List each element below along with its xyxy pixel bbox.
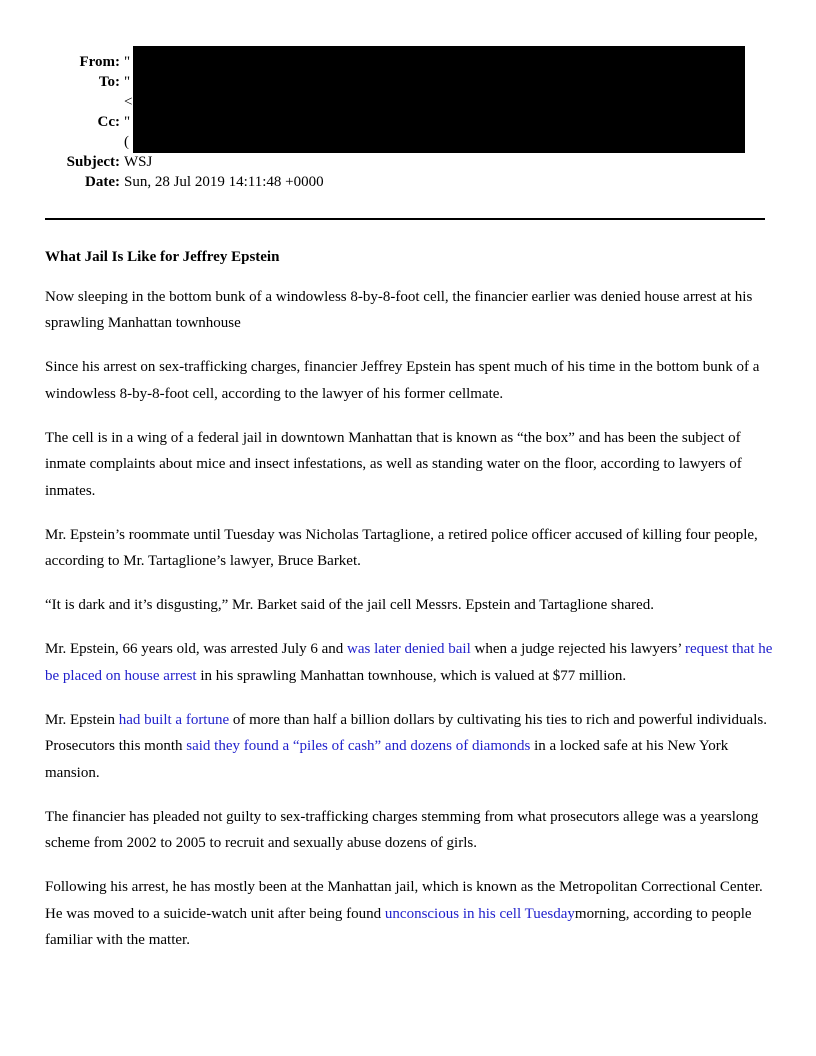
paragraph: Since his arrest on sex-trafficking charges, financier Jeffrey Epstein has spent much of his time in the bottom bunk of a windowless 8-by-8-foot cell, according to the lawyer of his former cellmate.: [45, 359, 760, 402]
article-title: What Jail Is Like for Jeffrey Epstein: [45, 249, 280, 265]
paragraph-text: when a judge rejected his lawyers’: [470, 641, 685, 657]
unconscious-in-cell-link[interactable]: unconscious in his cell Tuesday: [384, 905, 575, 922]
denied-bail-link[interactable]: was later denied bail: [347, 641, 471, 657]
article-body: [45, 244, 773, 971]
paragraph-text: Following his arrest, he has mostly been at the Manhattan jail, which is known as the Metropolitan Correctional Center. He was moved to a suicide-watch unit after being found: [45, 879, 763, 922]
paragraph-text: in a locked safe at his New York mansion.: [45, 738, 729, 781]
built-fortune-link[interactable]: had built a fortune: [118, 711, 230, 728]
article-dek: Now sleeping in the bottom bunk of a windowless 8-by-8-foot cell, the financier earlier was denied house arrest at his sprawling Manhattan townhouse: [45, 288, 753, 331]
header-divider: [45, 218, 765, 220]
subject-row: [0, 152, 816, 172]
date-value: Sun, 28 Jul 2019 14:11:48 +0000: [124, 174, 324, 190]
paragraph-text: Mr. Epstein: [45, 711, 119, 728]
from-label: From:: [79, 54, 120, 70]
paragraph: “It is dark and it’s disgusting,” Mr. Barket said of the jail cell Messrs. Epstein and Tartaglione shared.: [45, 597, 654, 613]
paragraph-text: of more than half a billion dollars by cultivating his ties to rich and powerful individuals. Prosecutors this month: [45, 711, 767, 754]
paragraph-text: in his sprawling Manhattan townhouse, which is valued at $77 million.: [196, 667, 627, 684]
to-value: ": [124, 74, 131, 90]
subject-label: Subject:: [66, 154, 120, 170]
cc-value: ": [124, 114, 131, 130]
paragraph: [45, 874, 773, 954]
paragraph: [45, 636, 773, 689]
to-value-line2: <: [124, 94, 133, 110]
date-row: [0, 172, 816, 192]
cc-label: Cc:: [97, 114, 120, 130]
redaction-box: [133, 46, 745, 153]
subject-value: WSJ: [124, 154, 153, 170]
paragraph-text: Mr. Epstein, 66 years old, was arrested July 6 and: [45, 641, 348, 657]
from-value: ": [124, 54, 131, 70]
paragraph: [45, 707, 773, 787]
paragraph: The financier has pleaded not guilty to sex-trafficking charges stemming from what prosecutors allege was a yearslong scheme from 2002 to 2005 to recruit and sexually abuse dozens of girls.: [45, 808, 759, 851]
date-label: Date:: [85, 174, 120, 190]
paragraph-text: morning, according to people familiar with the matter.: [45, 905, 752, 948]
paragraph: Mr. Epstein’s roommate until Tuesday was Nicholas Tartaglione, a retired police officer accused of killing four people, according to Mr. Tartaglione’s lawyer, Bruce Barket.: [45, 526, 758, 569]
to-label: To:: [98, 74, 120, 90]
paragraph: The cell is in a wing of a federal jail in downtown Manhattan that is known as “the box” and has been the subject of inmate complaints about mice and insect infestations, as well as standing water on the floor, according to lawyers of inmates.: [45, 429, 742, 499]
house-arrest-request-link[interactable]: request that he be placed on house arrest: [45, 641, 773, 684]
cc-value-line2: (: [124, 134, 129, 150]
piles-of-cash-link[interactable]: said they found a “piles of cash” and dozens of diamonds: [186, 738, 531, 754]
